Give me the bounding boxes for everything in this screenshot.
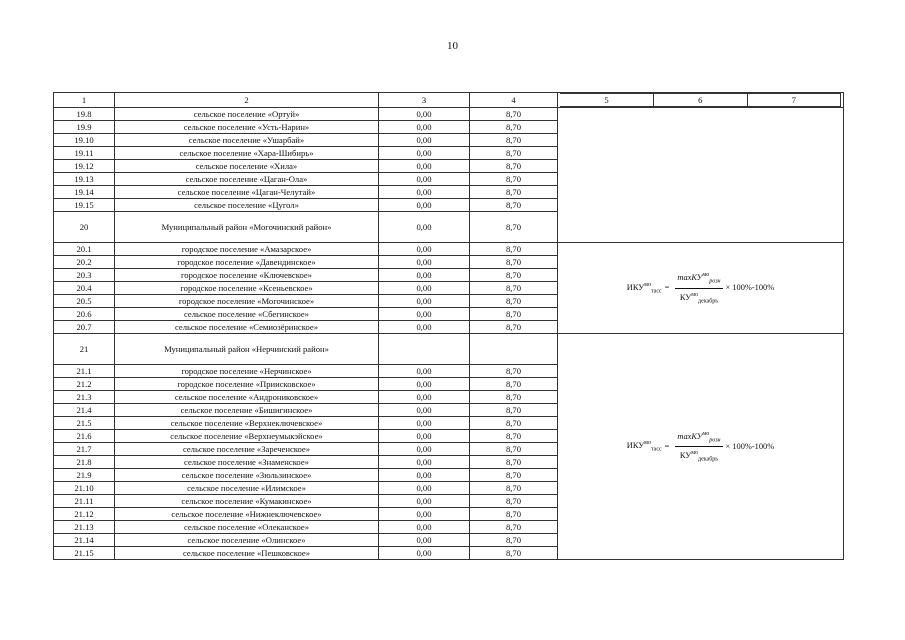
row-col-3: 0,00 bbox=[379, 160, 470, 173]
row-col-4: 8,70 bbox=[470, 495, 558, 508]
row-number: 21.9 bbox=[54, 469, 115, 482]
row-col-3: 0,00 bbox=[379, 443, 470, 456]
row-number: 19.14 bbox=[54, 186, 115, 199]
row-col-3: 0,00 bbox=[379, 108, 470, 121]
row-col-4: 8,70 bbox=[470, 443, 558, 456]
row-col-3: 0,00 bbox=[379, 269, 470, 282]
row-name: городское поселение «Давендинское» bbox=[115, 256, 379, 269]
row-name: сельское поселение «Хара-Шибирь» bbox=[115, 147, 379, 160]
row-col-4 bbox=[470, 334, 558, 365]
row-name: сельское поселение «Семиозёринское» bbox=[115, 321, 379, 334]
row-col-3: 0,00 bbox=[379, 378, 470, 391]
header-col-1: 1 bbox=[54, 93, 115, 108]
formula-lhs: $ИКУ^{мо}_{тасс}$ bbox=[626, 440, 662, 453]
row-number: 19.10 bbox=[54, 134, 115, 147]
row-col-3: 0,00 bbox=[379, 495, 470, 508]
formula-tail: × 100%-100% bbox=[725, 441, 775, 451]
row-col-4: 8,70 bbox=[470, 391, 558, 404]
row-col-3: 0,00 bbox=[379, 365, 470, 378]
row-col-4: 8,70 bbox=[470, 199, 558, 212]
row-col-3 bbox=[379, 334, 470, 365]
row-number: 21.3 bbox=[54, 391, 115, 404]
row-name: сельское поселение «Цугол» bbox=[115, 199, 379, 212]
row-number: 21.4 bbox=[54, 404, 115, 417]
row-col-4: 8,70 bbox=[470, 378, 558, 391]
row-col-4: 8,70 bbox=[470, 295, 558, 308]
row-col-4: 8,70 bbox=[470, 108, 558, 121]
row-col-3: 0,00 bbox=[379, 430, 470, 443]
row-name: сельское поселение «Знаменское» bbox=[115, 456, 379, 469]
row-name: сельское поселение «Андрониковское» bbox=[115, 391, 379, 404]
row-col-4: 8,70 bbox=[470, 417, 558, 430]
row-name: Муниципальный район «Могочинский район» bbox=[115, 212, 379, 243]
table-header-row bbox=[54, 93, 844, 108]
row-number: 20.7 bbox=[54, 321, 115, 334]
row-col-3: 0,00 bbox=[379, 308, 470, 321]
row-col-3: 0,00 bbox=[379, 212, 470, 243]
row-name: сельское поселение «Олинское» bbox=[115, 534, 379, 547]
row-col-4: 8,70 bbox=[470, 308, 558, 321]
row-col-4: 8,70 bbox=[470, 269, 558, 282]
row-col-4: 8,70 bbox=[470, 282, 558, 295]
formula-numerator: maxКУ$^{мо}_{розн}$ bbox=[675, 428, 722, 447]
row-number: 21.6 bbox=[54, 430, 115, 443]
row-col-3: 0,00 bbox=[379, 121, 470, 134]
formula-cell bbox=[558, 334, 844, 560]
row-number: 19.12 bbox=[54, 160, 115, 173]
row-col-4: 8,70 bbox=[470, 456, 558, 469]
row-number: 19.15 bbox=[54, 199, 115, 212]
row-name: городское поселение «Могочинское» bbox=[115, 295, 379, 308]
row-number: 20.6 bbox=[54, 308, 115, 321]
row-col-3: 0,00 bbox=[379, 199, 470, 212]
row-number: 20.3 bbox=[54, 269, 115, 282]
empty-cell bbox=[558, 108, 844, 243]
formula-numerator: maxКУ$^{мо}_{розн}$ bbox=[675, 269, 722, 288]
row-name: Муниципальный район «Нерчинский район» bbox=[115, 334, 379, 365]
row-name: сельское поселение «Цаган-Ола» bbox=[115, 173, 379, 186]
row-col-4: 8,70 bbox=[470, 521, 558, 534]
row-col-4: 8,70 bbox=[470, 173, 558, 186]
header-col-3: 3 bbox=[379, 93, 470, 108]
row-name: сельское поселение «Цаган-Челутай» bbox=[115, 186, 379, 199]
row-name: сельское поселение «Хила» bbox=[115, 160, 379, 173]
row-col-3: 0,00 bbox=[379, 391, 470, 404]
row-col-3: 0,00 bbox=[379, 186, 470, 199]
row-number: 20.5 bbox=[54, 295, 115, 308]
row-name: сельское поселение «Зюльзинское» bbox=[115, 469, 379, 482]
formula-eq: = bbox=[664, 441, 670, 451]
row-col-3: 0,00 bbox=[379, 482, 470, 495]
row-name: сельское поселение «Нижнеключевское» bbox=[115, 508, 379, 521]
table-row bbox=[54, 243, 844, 256]
row-number: 21.15 bbox=[54, 547, 115, 560]
row-col-3: 0,00 bbox=[379, 456, 470, 469]
row-col-3: 0,00 bbox=[379, 469, 470, 482]
formula-eq: = bbox=[664, 283, 670, 292]
header-col-6: 6 bbox=[654, 94, 748, 107]
formula-fraction bbox=[675, 428, 722, 466]
table-row bbox=[54, 334, 844, 365]
row-col-3: 0,00 bbox=[379, 534, 470, 547]
header-col-4: 4 bbox=[470, 93, 558, 108]
row-number: 21.10 bbox=[54, 482, 115, 495]
row-col-3: 0,00 bbox=[379, 547, 470, 560]
row-number: 21.13 bbox=[54, 521, 115, 534]
page-number: 10 bbox=[447, 40, 458, 52]
formula-denominator: $КУ^{мо}_{декабрь}$ bbox=[679, 450, 719, 463]
row-col-4: 8,70 bbox=[470, 134, 558, 147]
row-col-3: 0,00 bbox=[379, 147, 470, 160]
row-number: 21.5 bbox=[54, 417, 115, 430]
row-name: сельское поселение «Верхнеумыкэйское» bbox=[115, 430, 379, 443]
row-col-3: 0,00 bbox=[379, 321, 470, 334]
row-number: 19.11 bbox=[54, 147, 115, 160]
row-name: сельское поселение «Зареченское» bbox=[115, 443, 379, 456]
table-row bbox=[54, 108, 844, 121]
row-name: городское поселение «Ксеньевское» bbox=[115, 282, 379, 295]
row-col-3: 0,00 bbox=[379, 282, 470, 295]
row-col-4: 8,70 bbox=[470, 534, 558, 547]
row-col-4: 8,70 bbox=[470, 243, 558, 256]
row-number: 21.14 bbox=[54, 534, 115, 547]
header-col-2: 2 bbox=[115, 93, 379, 108]
row-number: 20.1 bbox=[54, 243, 115, 256]
row-col-3: 0,00 bbox=[379, 256, 470, 269]
tariff-table bbox=[53, 92, 844, 560]
row-name: городское поселение «Ключевское» bbox=[115, 269, 379, 282]
row-col-4: 8,70 bbox=[470, 482, 558, 495]
row-number: 21 bbox=[54, 334, 115, 365]
row-col-4: 8,70 bbox=[470, 365, 558, 378]
row-name: сельское поселение «Ушарбай» bbox=[115, 134, 379, 147]
header-col-7: 7 bbox=[747, 94, 841, 107]
row-number: 19.13 bbox=[54, 173, 115, 186]
row-col-3: 0,00 bbox=[379, 243, 470, 256]
row-col-3: 0,00 bbox=[379, 508, 470, 521]
row-name: городское поселение «Амазарское» bbox=[115, 243, 379, 256]
header-cols-5-7 bbox=[558, 93, 844, 108]
row-name: сельское поселение «Бишигинское» bbox=[115, 404, 379, 417]
row-col-4: 8,70 bbox=[470, 147, 558, 160]
row-col-3: 0,00 bbox=[379, 521, 470, 534]
row-name: сельское поселение «Пешковское» bbox=[115, 547, 379, 560]
row-col-3: 0,00 bbox=[379, 134, 470, 147]
row-name: сельское поселение «Кумакинское» bbox=[115, 495, 379, 508]
row-col-4: 8,70 bbox=[470, 160, 558, 173]
row-number: 19.8 bbox=[54, 108, 115, 121]
formula-denominator: $КУ^{мо}_{декабрь}$ bbox=[679, 291, 719, 304]
row-name: сельское поселение «Верхнеключевское» bbox=[115, 417, 379, 430]
formula-tail: × 100%-100% bbox=[725, 283, 775, 292]
row-number: 20 bbox=[54, 212, 115, 243]
row-col-4: 8,70 bbox=[470, 547, 558, 560]
row-col-3: 0,00 bbox=[379, 417, 470, 430]
row-name: сельское поселение «Олеканское» bbox=[115, 521, 379, 534]
row-col-3: 0,00 bbox=[379, 173, 470, 186]
header-col-5: 5 bbox=[560, 94, 654, 107]
row-col-4: 8,70 bbox=[470, 212, 558, 243]
row-col-4: 8,70 bbox=[470, 404, 558, 417]
row-col-4: 8,70 bbox=[470, 508, 558, 521]
row-number: 21.1 bbox=[54, 365, 115, 378]
row-number: 21.8 bbox=[54, 456, 115, 469]
row-col-4: 8,70 bbox=[470, 321, 558, 334]
row-name: городское поселение «Нерчинское» bbox=[115, 365, 379, 378]
row-col-4: 8,70 bbox=[470, 121, 558, 134]
row-col-3: 0,00 bbox=[379, 295, 470, 308]
row-col-4: 8,70 bbox=[470, 186, 558, 199]
row-name: городское поселение «Приисковское» bbox=[115, 378, 379, 391]
row-name: сельское поселение «Илимское» bbox=[115, 482, 379, 495]
row-col-4: 8,70 bbox=[470, 469, 558, 482]
row-name: сельское поселение «Ортуй» bbox=[115, 108, 379, 121]
row-number: 21.2 bbox=[54, 378, 115, 391]
row-col-3: 0,00 bbox=[379, 404, 470, 417]
row-number: 21.7 bbox=[54, 443, 115, 456]
row-number: 19.9 bbox=[54, 121, 115, 134]
formula-lhs: $ИКУ^{мо}_{тасс}$ bbox=[626, 281, 662, 295]
row-number: 20.4 bbox=[54, 282, 115, 295]
row-number: 21.12 bbox=[54, 508, 115, 521]
formula bbox=[627, 428, 774, 466]
formula bbox=[627, 269, 774, 307]
formula-cell bbox=[558, 243, 844, 334]
row-number: 20.2 bbox=[54, 256, 115, 269]
row-col-4: 8,70 bbox=[470, 430, 558, 443]
row-col-4: 8,70 bbox=[470, 256, 558, 269]
row-name: сельское поселение «Сбегинское» bbox=[115, 308, 379, 321]
row-number: 21.11 bbox=[54, 495, 115, 508]
row-name: сельское поселение «Усть-Нарин» bbox=[115, 121, 379, 134]
formula-fraction bbox=[675, 269, 722, 307]
